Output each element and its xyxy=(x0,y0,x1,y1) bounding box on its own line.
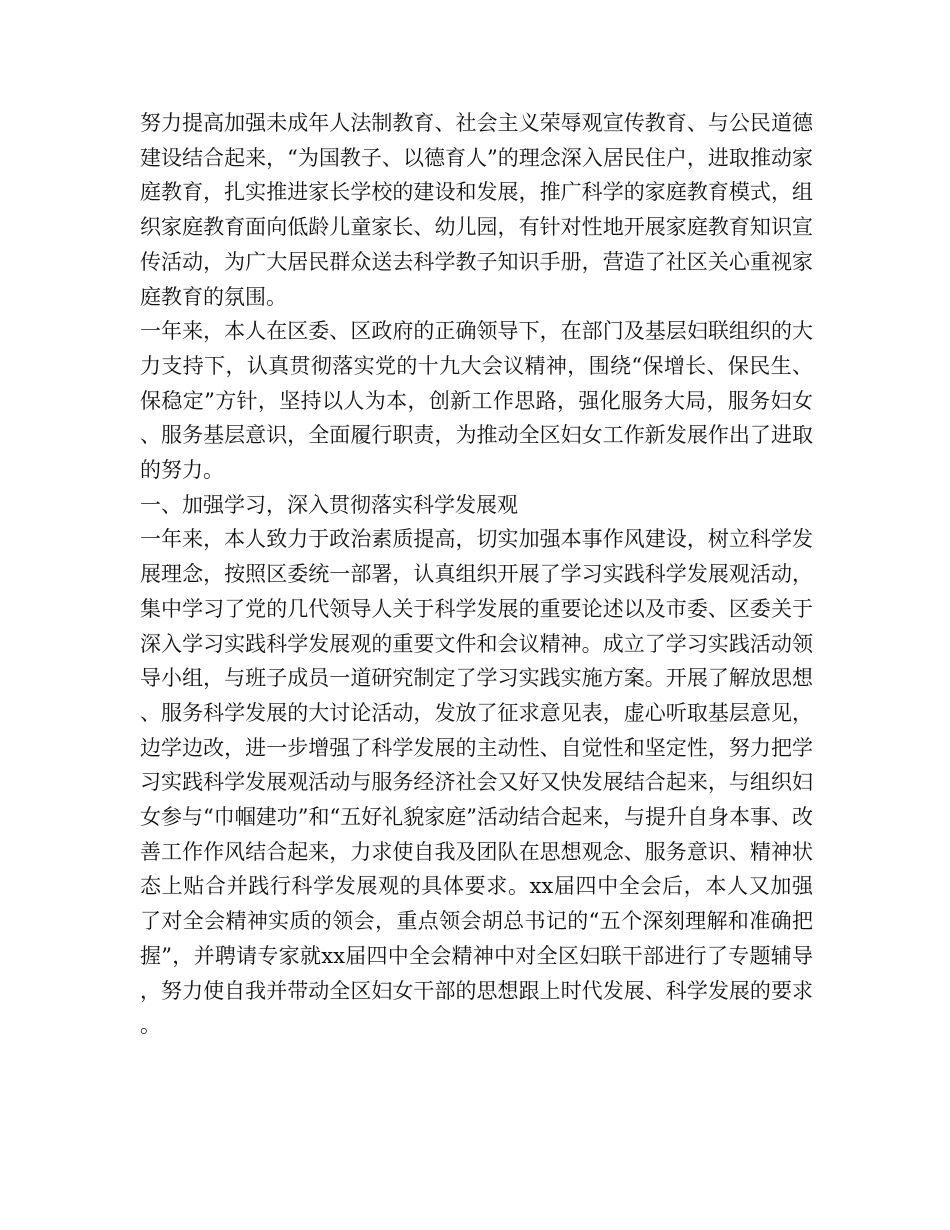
paragraph-scientific-development: 一年来，本人致力于政治素质提高，切实加强本事作风建设，树立科学发展理念，按照区委统一部署，认真组织开展了学习实践科学发展观活动，集中学习了党的几代领导人关于科学发展的重要论述以及市委、区委关于深入学习实践科学发展观的重要文件和会议精神。成立了学习实践活动领导小组，与班子成员一道研究制定了学习实践实施方案。开展了解放思想、服务科学发展的大讨论活动，发放了征求意见表，虚心听取基层意见，边学边改，进一步增强了科学发展的主动性、自觉性和坚定性，努力把学习实践科学发展观活动与服务经济社会又好又快发展结合起来，与组织妇女参与“巾帼建功”和“五好礼貌家庭”活动结合起来，与提升自身本事、改善工作作风结合起来，力求使自我及团队在思想观念、服务意识、精神状态上贴合并践行科学发展观的具体要求。xx届四中全会后，本人又加强了对全会精神实质的领会，重点领会胡总书记的“五个深刻理解和准确把握”，并聘请专家就xx届四中全会精神中对全区妇联干部进行了专题辅导，努力使自我并带动全区妇女干部的思想跟上时代发展、科学发展的要求。 xyxy=(140,527,813,1038)
document-page xyxy=(140,106,813,1043)
section-heading-study: 一、加强学习，深入贯彻落实科学发展观 xyxy=(140,492,518,517)
paragraph-family-education: 努力提高加强未成年人法制教育、社会主义荣辱观宣传教育、与公民道德建设结合起来，“为国教子、以德育人”的理念深入居民住户，进取推动家庭教育，扎实推进家长学校的建设和发展，推广科学的家庭教育模式，组织家庭教育面向低龄儿童家长、幼儿园，有针对性地开展家庭教育知识宣传活动，为广大居民群众送去科学教子知识手册，营造了社区关心重视家庭教育的氛围。 xyxy=(140,111,813,309)
paragraph-annual-summary: 一年来，本人在区委、区政府的正确领导下，在部门及基层妇联组织的大力支持下，认真贯彻落实党的十九大会议精神，围绕“保增长、保民生、保稳定”方针，坚持以人为本，创新工作思路，强化服务大局，服务妇女、服务基层意识，全面履行职责，为推动全区妇女工作新发展作出了进取的努力。 xyxy=(140,319,813,483)
